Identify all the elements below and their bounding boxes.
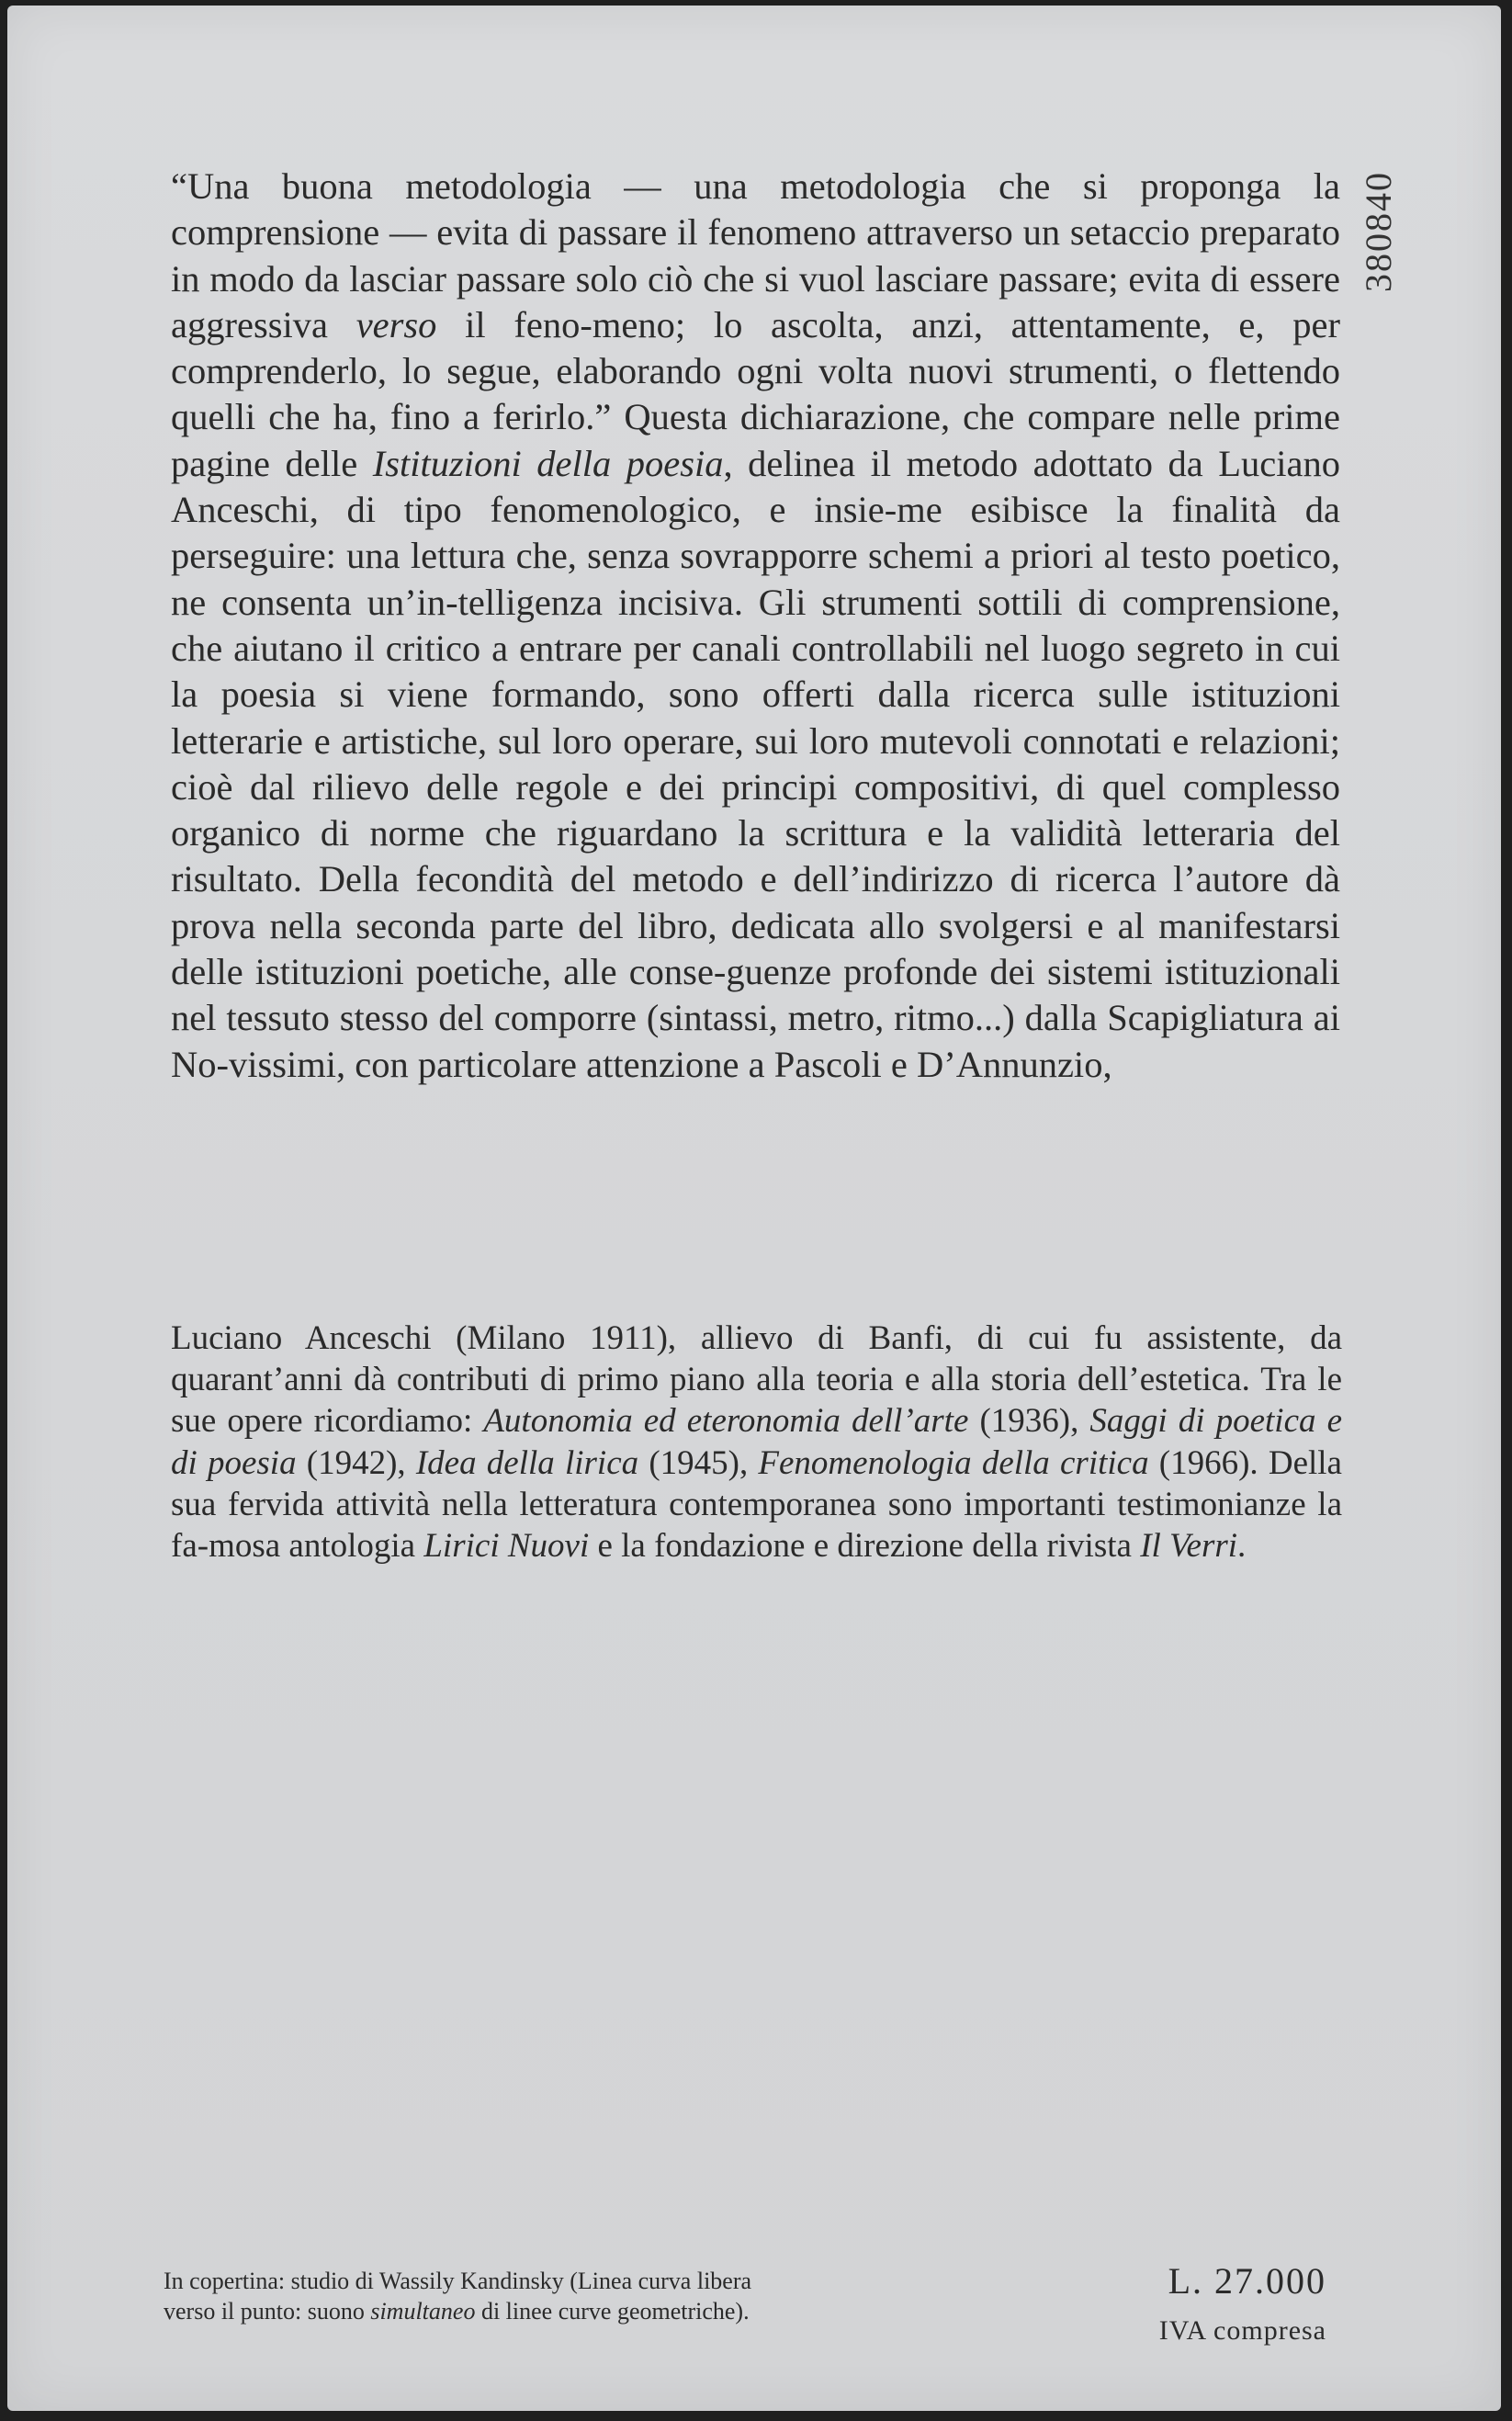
italic-title: Autonomia ed eteronomia dell’arte <box>483 1402 969 1441</box>
italic-title: Idea della lirica <box>415 1443 639 1482</box>
back-cover <box>7 6 1501 2411</box>
cover-credit <box>164 2266 807 2326</box>
text-run: (1966). Della sua fervida attività nella letteratura contemporanea sono importanti testimonianze la fa-mosa antologia <box>171 1443 1342 1566</box>
text-run: il feno-meno; lo ascolta, anzi, attentamente, e, per comprenderlo, lo segue, elaborando ogni volta nuovi strumenti, o flettendo quelli che ha, fino a ferirlo.” Questa dichiarazione, che compare nelle prime pagine delle <box>171 303 1340 484</box>
text-run: , delinea il metodo adottato da Luciano Anceschi, di tipo fenomenologico, e insie-me esibisce la finalità da perseguire: una lettura che, senza sovrapporre schemi a priori al testo poetico, ne consenta un’in-telligenza incisiva. Gli strumenti sottili di comprensione, che aiutano il critico a entrare per canali controllabili nel luogo segreto in cui la poesia si viene formando, sono offerti dalla ricerca sulle istituzioni letterarie e artistiche, sul loro operare, sui loro mutevoli connotati e relazioni; cioè dal rilievo delle regole e dei principi compositivi, di quel complesso organico di norme che riguardano la scrittura e la validità letteraria del risultato. Della fecondità del metodo e dell’indirizzo di ricerca l’autore dà prova nella seconda parte del libro, dedicata allo svolgersi e al manifestarsi delle istituzioni poetiche, alle conse-guenze profonde dei sistemi istituzionali nel tessuto stesso del comporre (sintassi, metro, ritmo...) dalla Scapigliatura ai No-vissimi, con particolare attenzione a Pascoli e D’Annunzio, <box>171 442 1340 1085</box>
italic-title: Il Verri <box>1140 1527 1238 1566</box>
italic-title: verso <box>355 303 437 345</box>
author-bio-paragraph <box>171 1318 1342 1567</box>
text-run: e la fondazione e direzione della rivista <box>589 1527 1141 1566</box>
text-run: . <box>1237 1527 1247 1566</box>
price-label: L. 27.000 <box>1168 2260 1326 2302</box>
catalog-number: 380840 <box>1358 171 1399 292</box>
text-run: (1945), <box>638 1443 759 1482</box>
italic-title: Saggi di poetica e di poesia <box>171 1402 1342 1482</box>
text-run: “Una buona metodologia — una metodologia che si proponga la comprensione — evita di passare il fenomeno attraverso un setaccio preparato in modo da lasciar passare solo ciò che si vuol lasciare passare; evita di essere aggressiva <box>171 165 1340 345</box>
italic-title: simultaneo <box>370 2298 476 2325</box>
text-run: Luciano Anceschi (Milano 1911), allievo di Banfi, di cui fu assistente, da quarant’anni dà contributi di primo piano alla teoria e alla storia dell’estetica. Tra le sue opere ricordiamo: <box>171 1319 1342 1441</box>
italic-title: Fenomenologia della critica <box>758 1443 1149 1482</box>
italic-title: Lirici Nuovi <box>423 1527 590 1566</box>
blurb-paragraph <box>171 164 1340 1088</box>
text-run: (1942), <box>296 1443 416 1482</box>
text-run: di linee curve geometriche). <box>475 2298 750 2325</box>
text-run: (1936), <box>968 1402 1090 1441</box>
text-run: In copertina: studio di Wassily Kandinsky (Linea curva libera verso il punto: suono <box>164 2268 752 2325</box>
vat-note: IVA compresa <box>1158 2315 1326 2346</box>
italic-title: Istituzioni della poesia <box>372 442 724 484</box>
